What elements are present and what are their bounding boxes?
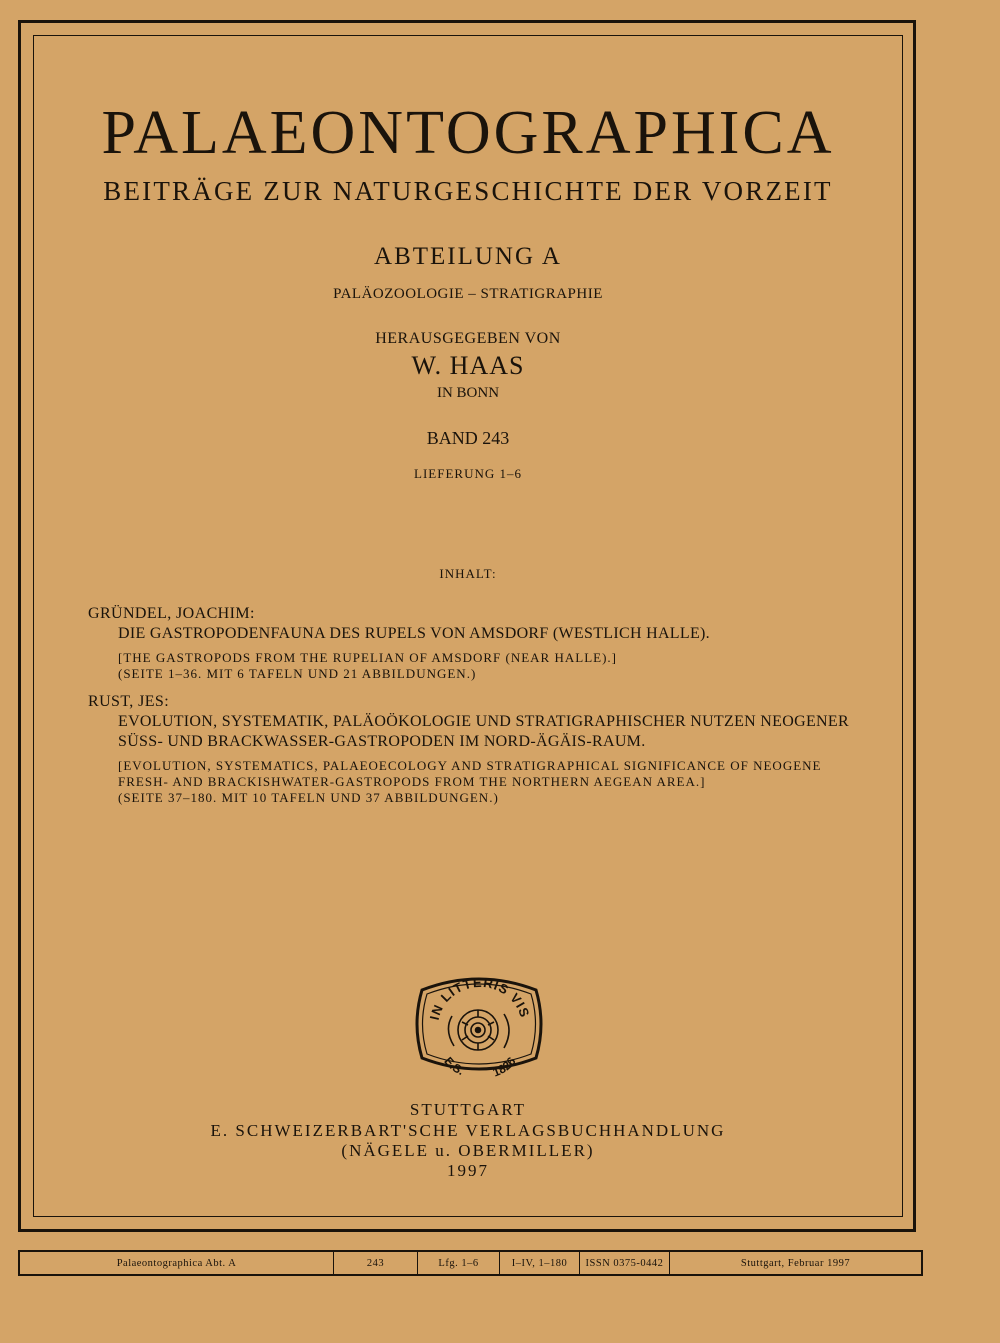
publisher-logo-ammonite-icon [414,968,544,1080]
logo-year: 1826 [490,1054,519,1080]
entry-title-line: SÜSS- UND BRACKWASSER-GASTROPODEN IM NORD-ÄGÄIS-RAUM. [118,733,646,750]
footer-issue: Lfg. 1–6 [418,1252,500,1274]
logo-motto: IN LITTERIS VIS [426,974,533,1022]
svg-text:1826 [491,1054,519,1079]
volume-number: BAND 243 [426,428,510,448]
entry-translation-line: [EVOLUTION, SYSTEMATICS, PALAEOECOLOGY AND STRATIGRAPHICAL SIGNIFICANCE OF NEOGENE [118,758,822,773]
logo-initials: E.S. [441,1054,467,1079]
table-of-contents [88,604,878,816]
entry-title-line: EVOLUTION, SYSTEMATIK, PALÄOÖKOLOGIE UND STRATIGRAPHISCHER NUTZEN NEOGENER [118,713,849,730]
footer-volume: 243 [334,1252,418,1274]
footer-pages: I–IV, 1–180 [500,1252,580,1274]
svg-text:E.S. [441,1054,466,1078]
entry-pages: (SEITE 37–180. MIT 10 TAFELN UND 37 ABBILDUNGEN.) [118,790,499,805]
contents-entry [88,692,878,806]
entry-author: GRÜNDEL, JOACHIM: [88,605,255,622]
field: PALÄOZOOLOGIE – STRATIGRAPHIE [333,286,603,302]
footer-date: Stuttgart, Februar 1997 [740,1257,851,1269]
entry-pages: (SEITE 1–36. MIT 6 TAFELN UND 21 ABBILDUNGEN.) [118,666,477,681]
svg-text:IN LITTERIS VIS [427,975,533,1022]
publisher-owners: (NÄGELE u. OBERMILLER) [341,1141,595,1160]
footer-journal: Palaeontographica Abt. A [20,1252,334,1274]
journal-title: PALAEONTOGRAPHICA [101,99,835,167]
journal-subtitle: BEITRÄGE ZUR NATURGESCHICHTE DER VORZEIT [103,176,833,206]
abteilung: ABTEILUNG A [374,243,562,270]
entry-author: RUST, JES: [88,693,170,710]
editor-intro: HERAUSGEGEBEN VON [375,330,561,347]
entry-translation-line: FRESH- AND BRACKISHWATER-GASTROPODS FROM THE NORTHERN AEGEAN AREA.] [118,774,706,789]
footer-issn: ISSN 0375-0442 [580,1252,670,1274]
contents-heading: INHALT: [439,566,497,581]
editor-name: W. HAAS [411,351,525,380]
publisher-city: STUTTGART [409,1100,527,1119]
issue-number: LIEFERUNG 1–6 [414,466,522,481]
footer-bar [18,1250,923,1276]
editor-location: IN BONN [436,385,500,401]
entry-translation: [THE GASTROPODS FROM THE RUPELIAN OF AMSDORF (NEAR HALLE).] [118,650,617,665]
contents-entry [88,604,878,682]
entry-title: DIE GASTROPODENFAUNA DES RUPELS VON AMSDORF (WESTLICH HALLE). [118,625,710,642]
publication-year: 1997 [447,1161,489,1180]
publisher-name: E. SCHWEIZERBART'SCHE VERLAGSBUCHHANDLUNG [210,1121,726,1140]
